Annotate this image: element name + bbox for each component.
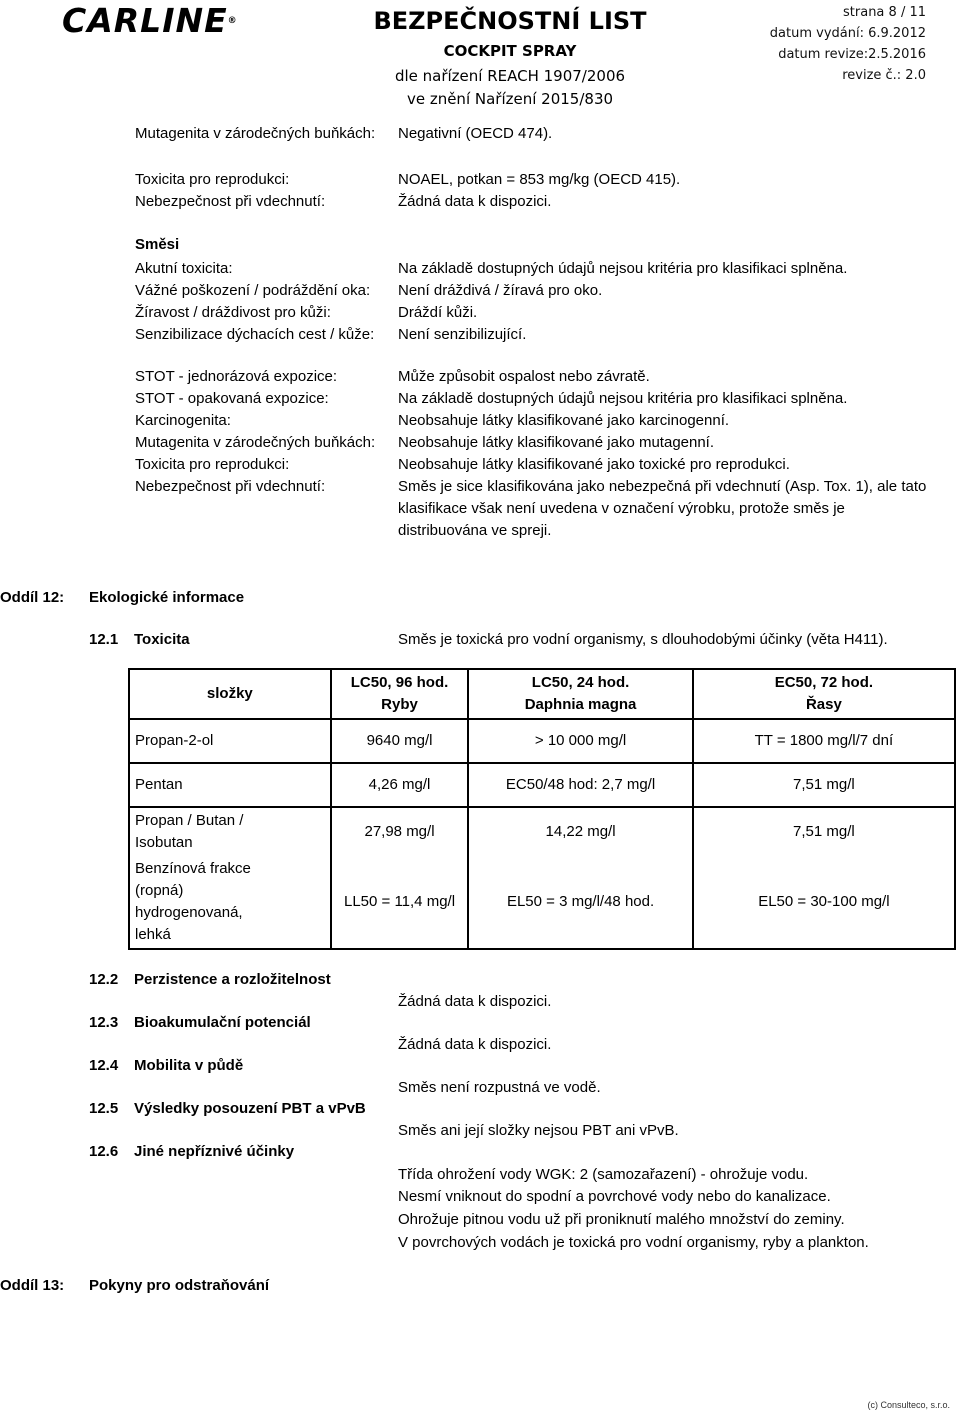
mixtures-heading: Směsi xyxy=(135,236,180,253)
mixture-value: Směs je sice klasifikována jako nebezpečná při vdechnutí (Asp. Tox. 1), ale tato xyxy=(398,478,927,495)
section-13-label: Oddíl 13: xyxy=(0,1277,65,1294)
fish-value: 27,98 mg/l xyxy=(331,807,469,855)
mixture-value: Není senzibilizující. xyxy=(398,326,527,343)
header-algae: EC50, 72 hod. Řasy xyxy=(693,669,955,719)
regulation-line-2: ve znění Nařízení 2015/830 xyxy=(406,90,614,108)
table-row xyxy=(129,719,955,763)
mixture-label: Žíravost / dráždivost pro kůži: xyxy=(135,304,331,321)
other-effects-line: Ohrožuje pitnou vodu už při proniknutí malého množství do zeminy. xyxy=(398,1211,845,1228)
aspiration-continuation: distribuována ve spreji. xyxy=(398,522,552,539)
mixture-label: Mutagenita v zárodečných buňkách: xyxy=(135,434,376,451)
mutagenicity-value: Negativní (OECD 474). xyxy=(398,125,553,142)
subsection-title: Jiné nepříznivé účinky xyxy=(134,1143,295,1160)
section-12-label: Oddíl 12: xyxy=(0,589,65,606)
header-fish: LC50, 96 hod. Ryby xyxy=(331,669,469,719)
company-logo: CARLINE® xyxy=(62,1,238,40)
subsection-number: 12.3 xyxy=(89,1014,119,1031)
subsection-value: Žádná data k dispozici. xyxy=(398,1036,552,1053)
table-header-row xyxy=(129,669,955,719)
component-name: Propan / Butan / Isobutan xyxy=(129,807,331,855)
subsection-title: Výsledky posouzení PBT a vPvB xyxy=(134,1100,366,1117)
subsection-value: Žádná data k dispozici. xyxy=(398,993,552,1010)
subsection-title: Perzistence a rozložitelnost xyxy=(134,971,331,988)
mixture-label: Nebezpečnost při vdechnutí: xyxy=(135,478,326,495)
mixture-value: Na základě dostupných údajů nejsou kritéria pro klasifikaci splněna. xyxy=(398,390,848,407)
subsection-number: 12.1 xyxy=(89,631,119,648)
subsection-number: 12.6 xyxy=(89,1143,119,1160)
subsection-number: 12.2 xyxy=(89,971,119,988)
mixture-label: Toxicita pro reprodukci: xyxy=(135,456,290,473)
section-13-title: Pokyny pro odstraňování xyxy=(89,1277,270,1294)
table-row xyxy=(129,763,955,807)
subsection-value: Směs ani její složky nejsou PBT ani vPvB. xyxy=(398,1122,679,1139)
revision-date: datum revize:2.5.2016 xyxy=(778,47,926,62)
mixture-label: Akutní toxicita: xyxy=(135,260,233,277)
subsection-title: Toxicita xyxy=(134,631,190,648)
algae-value: 7,51 mg/l xyxy=(693,807,955,855)
revision-number: revize č.: 2.0 xyxy=(842,68,926,83)
daphnia-value: 14,22 mg/l xyxy=(468,807,692,855)
repro-label: Toxicita pro reprodukci: xyxy=(135,171,290,188)
fish-value: 4,26 mg/l xyxy=(331,763,469,807)
mixture-value: Může způsobit ospalost nebo závratě. xyxy=(398,368,650,385)
table-row xyxy=(129,855,955,949)
other-effects-line: V povrchových vodách je toxická pro vodní organismy, ryby a plankton. xyxy=(398,1234,869,1251)
header-component: složky xyxy=(129,669,331,719)
document-title: BEZPEČNOSTNÍ LIST xyxy=(373,7,647,35)
mixture-value: Dráždí kůži. xyxy=(398,304,478,321)
algae-value: EL50 = 30-100 mg/l xyxy=(693,855,955,949)
subsection-value: Směs není rozpustná ve vodě. xyxy=(398,1079,601,1096)
issue-date: datum vydání: 6.9.2012 xyxy=(769,26,926,41)
ecotoxicity-table xyxy=(128,668,956,950)
mixture-label: Senzibilizace dýchacích cest / kůže: xyxy=(135,326,375,343)
mixture-value: Neobsahuje látky klasifikované jako karcinogenní. xyxy=(398,412,730,429)
mixture-label: Vážné poškození / podráždění oka: xyxy=(135,282,371,299)
aspiration-continuation: klasifikace však není uvedena v označení výrobku, protože směs je xyxy=(398,500,845,517)
daphnia-value: EL50 = 3 mg/l/48 hod. xyxy=(468,855,692,949)
mixture-value: Neobsahuje látky klasifikované jako mutagenní. xyxy=(398,434,715,451)
repro-value: NOAEL, potkan = 853 mg/kg (OECD 415). xyxy=(398,171,681,188)
section-12-title: Ekologické informace xyxy=(89,589,245,606)
regulation-line-1: dle nařízení REACH 1907/2006 xyxy=(394,67,626,85)
subsection-title: Mobilita v půdě xyxy=(134,1057,244,1074)
mixture-value: Není dráždivá / žíravá pro oko. xyxy=(398,282,603,299)
subsection-number: 12.4 xyxy=(89,1057,119,1074)
subsection-number: 12.5 xyxy=(89,1100,119,1117)
header-daphnia: LC50, 24 hod. Daphnia magna xyxy=(468,669,692,719)
aspiration-value: Žádná data k dispozici. xyxy=(398,193,552,210)
algae-value: TT = 1800 mg/l/7 dní xyxy=(693,719,955,763)
daphnia-value: EC50/48 hod: 2,7 mg/l xyxy=(468,763,692,807)
fish-value: LL50 = 11,4 mg/l xyxy=(331,855,469,949)
page-number: strana 8 / 11 xyxy=(843,5,926,20)
mixture-label: Karcinogenita: xyxy=(135,412,231,429)
aspiration-label: Nebezpečnost při vdechnutí: xyxy=(135,193,326,210)
other-effects-line: Nesmí vniknout do spodní a povrchové vody nebo do kanalizace. xyxy=(398,1188,831,1205)
daphnia-value: > 10 000 mg/l xyxy=(468,719,692,763)
toxicity-statement: Směs je toxická pro vodní organismy, s dlouhodobými účinky (věta H411). xyxy=(398,631,888,648)
fish-value: 9640 mg/l xyxy=(331,719,469,763)
component-name: Pentan xyxy=(129,763,331,807)
mixture-label: STOT - opakovaná expozice: xyxy=(135,390,329,407)
subsection-title: Bioakumulační potenciál xyxy=(134,1014,311,1031)
table-row xyxy=(129,807,955,855)
mixture-label: STOT - jednorázová expozice: xyxy=(135,368,338,385)
component-name: Benzínová frakce (ropná) hydrogenovaná, lehká xyxy=(129,855,331,949)
mutagenicity-label: Mutagenita v zárodečných buňkách: xyxy=(135,125,376,142)
footer-copyright: (c) Consulteco, s.r.o. xyxy=(867,1400,950,1410)
mixture-value: Neobsahuje látky klasifikované jako toxické pro reprodukci. xyxy=(398,456,790,473)
algae-value: 7,51 mg/l xyxy=(693,763,955,807)
component-name: Propan-2-ol xyxy=(129,719,331,763)
mixture-value: Na základě dostupných údajů nejsou kritéria pro klasifikaci splněna. xyxy=(398,260,848,277)
product-name: COCKPIT SPRAY xyxy=(443,42,577,60)
subsection-value: Třída ohrožení vody WGK: 2 (samozařazení) - ohrožuje vodu. xyxy=(398,1166,809,1183)
